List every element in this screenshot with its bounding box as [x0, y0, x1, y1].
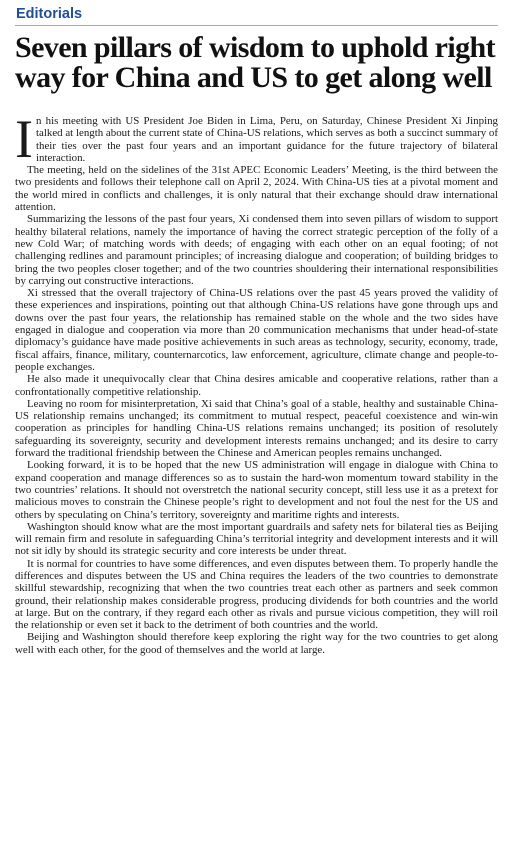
article-paragraph: It is normal for countries to have some differences, and even disputes between them. To properly handle the differences and disputes between the US and China requires the leaders of the two countries to demonstrate skillful stewardship, recognizing that when the two countries treat each other as partners and seek common ground, their relationship makes considerable progress, producing dividends for both countries and the world at large. But on the contrary, if they regard each other as rivals and pursue vicious competition, they will roil the relationship or even set it back to the detriment of both countries and the world. [15, 557, 498, 632]
drop-cap: I [15, 109, 33, 169]
article-paragraph: The meeting, held on the sidelines of the 31st APEC Economic Leaders’ Meeting, is the third between the two presidents and follows their telephone call on April 2, 2024. With China-US ties at a pivotal moment and the world mired in conflicts and challenges, it is only natural that their exchange should draw international attention. [15, 164, 498, 214]
article-paragraph: Beijing and Washington should therefore keep exploring the right way for the two countries to get along well with each other, for the good of themselves and the world at large. [15, 631, 498, 656]
article-paragraph [15, 109, 498, 169]
paragraph-text: n his meeting with US President Joe Biden in Lima, Peru, on Saturday, Chinese President Xi Jinping talked at length about the current state of China-US relations, which serves as both a succinct summary of their ties over the past four years and an important guidance for the future trajectory of bilateral interaction. [35, 115, 498, 164]
section-label: Editorials [16, 6, 83, 22]
article-paragraph: Washington should know what are the most important guardrails and safety nets for bilateral ties as Beijing will remain firm and resolute in safeguarding China’s territorial integrity and development interests and it will not sit idly by should its strategic security and core interests be under threat. [15, 520, 498, 558]
section-divider [15, 25, 498, 26]
article-paragraph: Leaving no room for misinterpretation, Xi said that China’s goal of a stable, healthy and sustainable China-US relationship remains unchanged; its commitment to mutual respect, peaceful coexistence and win-win cooperation as principles for handling China-US relations remains unchanged; its position of resolutely safeguarding its sovereignty, security and development interests remains unchanged; and its desire to carry forward the traditional friendship between the Chinese and American peoples remains unchanged. [15, 397, 498, 460]
article-paragraph: He also made it unequivocally clear that China desires amicable and cooperative relations, rather than a confrontationally competitive relationship. [15, 373, 498, 398]
article-body [15, 109, 498, 656]
headline: Seven pillars of wisdom to uphold right way for China and US to get along well [15, 31, 496, 94]
article-paragraph: Looking forward, it is to be hoped that the new US administration will engage in dialogue with China to expand cooperation and manage differences so as to sustain the hard-won momentum toward stability in the two countries’ relations. It should not overstretch the national security concept, still less use it as a pretext for malicious moves to constrain the Chinese people’s right to development and not foul the nest for the US and others by speculating on China’s territory, sovereignty and maritime rights and interests. [15, 459, 498, 521]
article-paragraph: Xi stressed that the overall trajectory of China-US relations over the past 45 years proved the validity of these experiences and inspirations, pointing out that although China-US relations have gone through ups and downs over the past four years, the relationship has remained stable on the whole and the two sides have engaged in dialogue and cooperation via more than 20 communication mechanisms that under head-of-state diplomacy’s guidance have made positive achievements in such areas as technology, security, economy, trade, fiscal affairs, finance, military, counternarcotics, law enforcement, agriculture, climate change and people-to-people exchanges. [15, 287, 498, 373]
article-paragraph: Summarizing the lessons of the past four years, Xi condensed them into seven pillars of wisdom to support healthy bilateral relations, namely the importance of having the correct strategic perception of the folly of a new Cold War; of matching words with deeds; of engaging with each other on an equal footing; of not challenging redlines and paramount principles; of increasing dialogue and cooperation; of building bridges to bring the two peoples closer together; and of the two countries shouldering their international responsibilities by carrying out constructive interactions. [15, 213, 498, 287]
